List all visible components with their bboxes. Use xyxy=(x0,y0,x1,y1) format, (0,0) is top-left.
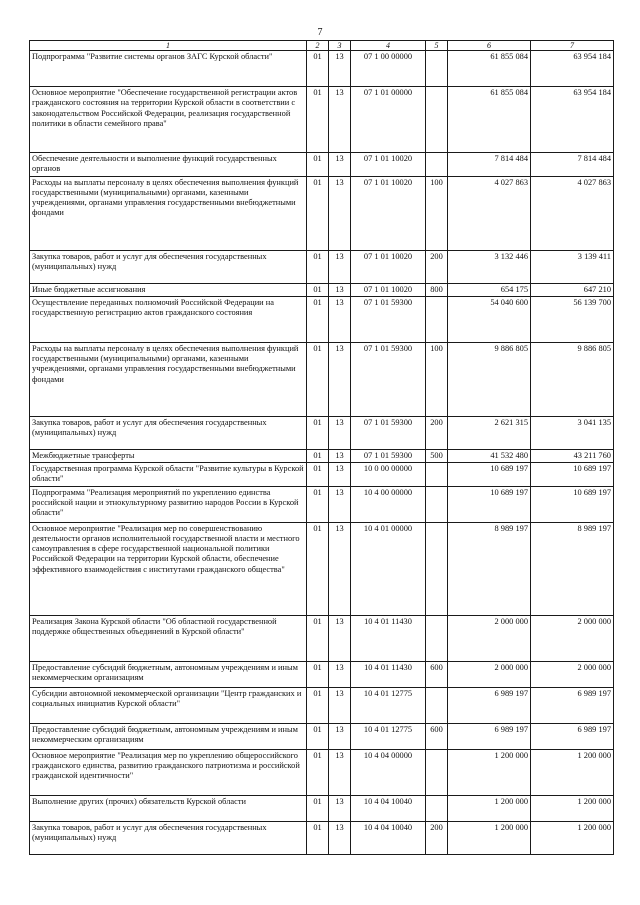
target-article-cell: 10 4 04 10040 xyxy=(351,795,426,821)
target-article-cell: 10 4 01 12775 xyxy=(351,687,426,723)
target-article-cell: 07 1 01 10020 xyxy=(351,176,426,250)
expense-type-cell xyxy=(426,87,448,153)
subsection-code-cell: 13 xyxy=(329,661,351,687)
table-row xyxy=(30,296,614,342)
target-article-cell: 10 4 00 00000 xyxy=(351,486,426,522)
table-row xyxy=(30,795,614,821)
expense-type-cell: 800 xyxy=(426,283,448,296)
table-row xyxy=(30,687,614,723)
subsection-code-cell: 13 xyxy=(329,486,351,522)
subsection-code-cell: 13 xyxy=(329,463,351,487)
budget-table xyxy=(29,40,614,855)
section-code-cell: 01 xyxy=(307,463,329,487)
amount-year1-cell: 8 989 197 xyxy=(448,522,531,615)
table-row xyxy=(30,615,614,661)
expense-type-cell: 200 xyxy=(426,821,448,854)
section-code-cell: 01 xyxy=(307,153,329,177)
item-name-cell: Предоставление субсидий бюджетным, автономным учреждениям и иным некоммерческим организациям xyxy=(30,661,307,687)
section-code-cell: 01 xyxy=(307,87,329,153)
table-row xyxy=(30,449,614,462)
item-name-cell: Подпрограмма "Развитие системы органов ЗАГС Курской области" xyxy=(30,51,307,87)
amount-year2-cell: 2 000 000 xyxy=(531,661,614,687)
amount-year1-cell: 4 027 863 xyxy=(448,176,531,250)
subsection-code-cell: 13 xyxy=(329,795,351,821)
item-name-cell: Расходы на выплаты персоналу в целях обеспечения выполнения функций государственными (муниципальными) органами, казенными учреждениями, органами управления государственными внебюджетными фондами xyxy=(30,176,307,250)
expense-type-cell xyxy=(426,615,448,661)
expense-type-cell xyxy=(426,463,448,487)
subsection-code-cell: 13 xyxy=(329,723,351,749)
target-article-cell: 07 1 01 59300 xyxy=(351,342,426,416)
amount-year1-cell: 10 689 197 xyxy=(448,486,531,522)
item-name-cell: Основное мероприятие "Обеспечение государственной регистрации актов гражданского состояния на территории Курской области в соответствии с законодательством Российской Федерации, реализация государственной политики в области семейного права" xyxy=(30,87,307,153)
expense-type-cell: 200 xyxy=(426,416,448,449)
target-article-cell: 07 1 01 10020 xyxy=(351,283,426,296)
amount-year2-cell: 9 886 805 xyxy=(531,342,614,416)
section-code-cell: 01 xyxy=(307,687,329,723)
amount-year2-cell: 647 210 xyxy=(531,283,614,296)
item-name-cell: Основное мероприятие "Реализация мер по укреплению общероссийского гражданского единства, развитию гражданского патриотизма и российской гражданской идентичности" xyxy=(30,749,307,795)
section-code-cell: 01 xyxy=(307,723,329,749)
amount-year1-cell: 2 000 000 xyxy=(448,661,531,687)
amount-year2-cell: 3 041 135 xyxy=(531,416,614,449)
item-name-cell: Субсидии автономной некоммерческой организации "Центр гражданских и социальных инициатив Курской области" xyxy=(30,687,307,723)
header-cell: 6 xyxy=(448,41,531,51)
section-code-cell: 01 xyxy=(307,449,329,462)
target-article-cell: 07 1 01 59300 xyxy=(351,416,426,449)
section-code-cell: 01 xyxy=(307,522,329,615)
item-name-cell: Подпрограмма "Реализация мероприятий по укреплению единства российской нации и этнокультурному развитию народов России в Курской области" xyxy=(30,486,307,522)
amount-year1-cell: 1 200 000 xyxy=(448,821,531,854)
target-article-cell: 07 1 00 00000 xyxy=(351,51,426,87)
expense-type-cell xyxy=(426,296,448,342)
header-cell: 5 xyxy=(426,41,448,51)
amount-year1-cell: 6 989 197 xyxy=(448,723,531,749)
table-row xyxy=(30,87,614,153)
subsection-code-cell: 13 xyxy=(329,250,351,283)
expense-type-cell xyxy=(426,795,448,821)
amount-year1-cell: 6 989 197 xyxy=(448,687,531,723)
table-row xyxy=(30,749,614,795)
subsection-code-cell: 13 xyxy=(329,176,351,250)
amount-year2-cell: 7 814 484 xyxy=(531,153,614,177)
table-row xyxy=(30,176,614,250)
section-code-cell: 01 xyxy=(307,615,329,661)
subsection-code-cell: 13 xyxy=(329,416,351,449)
amount-year2-cell: 56 139 700 xyxy=(531,296,614,342)
section-code-cell: 01 xyxy=(307,416,329,449)
amount-year2-cell: 2 000 000 xyxy=(531,615,614,661)
target-article-cell: 10 4 01 11430 xyxy=(351,661,426,687)
target-article-cell: 10 4 01 00000 xyxy=(351,522,426,615)
page-number: 7 xyxy=(317,27,323,38)
section-code-cell: 01 xyxy=(307,342,329,416)
table-row xyxy=(30,723,614,749)
table-row xyxy=(30,486,614,522)
expense-type-cell xyxy=(426,153,448,177)
amount-year1-cell: 41 532 480 xyxy=(448,449,531,462)
item-name-cell: Государственная программа Курской области "Развитие культуры в Курской области" xyxy=(30,463,307,487)
amount-year1-cell: 61 855 084 xyxy=(448,51,531,87)
section-code-cell: 01 xyxy=(307,821,329,854)
target-article-cell: 10 0 00 00000 xyxy=(351,463,426,487)
header-row xyxy=(30,41,614,51)
section-code-cell: 01 xyxy=(307,51,329,87)
amount-year2-cell: 6 989 197 xyxy=(531,687,614,723)
amount-year1-cell: 2 621 315 xyxy=(448,416,531,449)
target-article-cell: 07 1 01 59300 xyxy=(351,449,426,462)
section-code-cell: 01 xyxy=(307,283,329,296)
item-name-cell: Закупка товаров, работ и услуг для обеспечения государственных (муниципальных) нужд xyxy=(30,416,307,449)
amount-year1-cell: 3 132 446 xyxy=(448,250,531,283)
item-name-cell: Расходы на выплаты персоналу в целях обеспечения выполнения функций государственными (муниципальными) органами, казенными учреждениями, органами управления государственными внебюджетными фондами xyxy=(30,342,307,416)
subsection-code-cell: 13 xyxy=(329,615,351,661)
expense-type-cell: 500 xyxy=(426,449,448,462)
section-code-cell: 01 xyxy=(307,296,329,342)
item-name-cell: Основное мероприятие "Реализация мер по совершенствованию деятельности органов исполнительной государственной власти и местного самоуправления в сфере государственной национальной политики Российской Федерации на территории Курской области, обеспечение эффективного взаимодействия с институтами гражданского общества" xyxy=(30,522,307,615)
item-name-cell: Выполнение других (прочих) обязательств Курской области xyxy=(30,795,307,821)
target-article-cell: 10 4 04 10040 xyxy=(351,821,426,854)
section-code-cell: 01 xyxy=(307,486,329,522)
amount-year1-cell: 61 855 084 xyxy=(448,87,531,153)
amount-year2-cell: 63 954 184 xyxy=(531,51,614,87)
item-name-cell: Предоставление субсидий бюджетным, автономным учреждениям и иным некоммерческим организациям xyxy=(30,723,307,749)
expense-type-cell xyxy=(426,749,448,795)
item-name-cell: Закупка товаров, работ и услуг для обеспечения государственных (муниципальных) нужд xyxy=(30,821,307,854)
expense-type-cell xyxy=(426,522,448,615)
expense-type-cell: 600 xyxy=(426,661,448,687)
subsection-code-cell: 13 xyxy=(329,51,351,87)
amount-year1-cell: 654 175 xyxy=(448,283,531,296)
item-name-cell: Иные бюджетные ассигнования xyxy=(30,283,307,296)
subsection-code-cell: 13 xyxy=(329,449,351,462)
expense-type-cell: 600 xyxy=(426,723,448,749)
item-name-cell: Обеспечение деятельности и выполнение функций государственных органов xyxy=(30,153,307,177)
amount-year1-cell: 7 814 484 xyxy=(448,153,531,177)
amount-year1-cell: 10 689 197 xyxy=(448,463,531,487)
amount-year2-cell: 10 689 197 xyxy=(531,463,614,487)
expense-type-cell: 200 xyxy=(426,250,448,283)
table-row xyxy=(30,416,614,449)
subsection-code-cell: 13 xyxy=(329,522,351,615)
item-name-cell: Межбюджетные трансферты xyxy=(30,449,307,462)
target-article-cell: 10 4 01 12775 xyxy=(351,723,426,749)
amount-year2-cell: 3 139 411 xyxy=(531,250,614,283)
amount-year2-cell: 8 989 197 xyxy=(531,522,614,615)
table-row xyxy=(30,153,614,177)
header-cell: 2 xyxy=(307,41,329,51)
table-row xyxy=(30,463,614,487)
amount-year2-cell: 6 989 197 xyxy=(531,723,614,749)
subsection-code-cell: 13 xyxy=(329,283,351,296)
table-row xyxy=(30,283,614,296)
table-row xyxy=(30,821,614,854)
subsection-code-cell: 13 xyxy=(329,749,351,795)
amount-year2-cell: 43 211 760 xyxy=(531,449,614,462)
target-article-cell: 10 4 01 11430 xyxy=(351,615,426,661)
amount-year2-cell: 10 689 197 xyxy=(531,486,614,522)
section-code-cell: 01 xyxy=(307,749,329,795)
expense-type-cell xyxy=(426,51,448,87)
expense-type-cell xyxy=(426,486,448,522)
amount-year2-cell: 4 027 863 xyxy=(531,176,614,250)
target-article-cell: 07 1 01 10020 xyxy=(351,250,426,283)
header-cell: 3 xyxy=(329,41,351,51)
amount-year1-cell: 1 200 000 xyxy=(448,795,531,821)
header-cell: 7 xyxy=(531,41,614,51)
amount-year1-cell: 1 200 000 xyxy=(448,749,531,795)
header-cell: 4 xyxy=(351,41,426,51)
target-article-cell: 07 1 01 59300 xyxy=(351,296,426,342)
amount-year2-cell: 1 200 000 xyxy=(531,749,614,795)
item-name-cell: Реализация Закона Курской области "Об областной государственной поддержке общественных объединений в Курской области" xyxy=(30,615,307,661)
table-row xyxy=(30,250,614,283)
subsection-code-cell: 13 xyxy=(329,87,351,153)
expense-type-cell xyxy=(426,687,448,723)
section-code-cell: 01 xyxy=(307,176,329,250)
item-name-cell: Закупка товаров, работ и услуг для обеспечения государственных (муниципальных) нужд xyxy=(30,250,307,283)
target-article-cell: 07 1 01 10020 xyxy=(351,153,426,177)
subsection-code-cell: 13 xyxy=(329,687,351,723)
subsection-code-cell: 13 xyxy=(329,821,351,854)
table-row xyxy=(30,522,614,615)
target-article-cell: 07 1 01 00000 xyxy=(351,87,426,153)
section-code-cell: 01 xyxy=(307,661,329,687)
subsection-code-cell: 13 xyxy=(329,153,351,177)
expense-type-cell: 100 xyxy=(426,342,448,416)
subsection-code-cell: 13 xyxy=(329,296,351,342)
amount-year2-cell: 63 954 184 xyxy=(531,87,614,153)
subsection-code-cell: 13 xyxy=(329,342,351,416)
amount-year1-cell: 9 886 805 xyxy=(448,342,531,416)
expense-type-cell: 100 xyxy=(426,176,448,250)
section-code-cell: 01 xyxy=(307,250,329,283)
amount-year2-cell: 1 200 000 xyxy=(531,821,614,854)
target-article-cell: 10 4 04 00000 xyxy=(351,749,426,795)
table-row xyxy=(30,661,614,687)
amount-year1-cell: 54 040 600 xyxy=(448,296,531,342)
section-code-cell: 01 xyxy=(307,795,329,821)
header-cell: 1 xyxy=(30,41,307,51)
amount-year1-cell: 2 000 000 xyxy=(448,615,531,661)
item-name-cell: Осуществление переданных полномочий Российской Федерации на государственную регистрацию актов гражданского состояния xyxy=(30,296,307,342)
amount-year2-cell: 1 200 000 xyxy=(531,795,614,821)
table-row xyxy=(30,342,614,416)
table-row xyxy=(30,51,614,87)
